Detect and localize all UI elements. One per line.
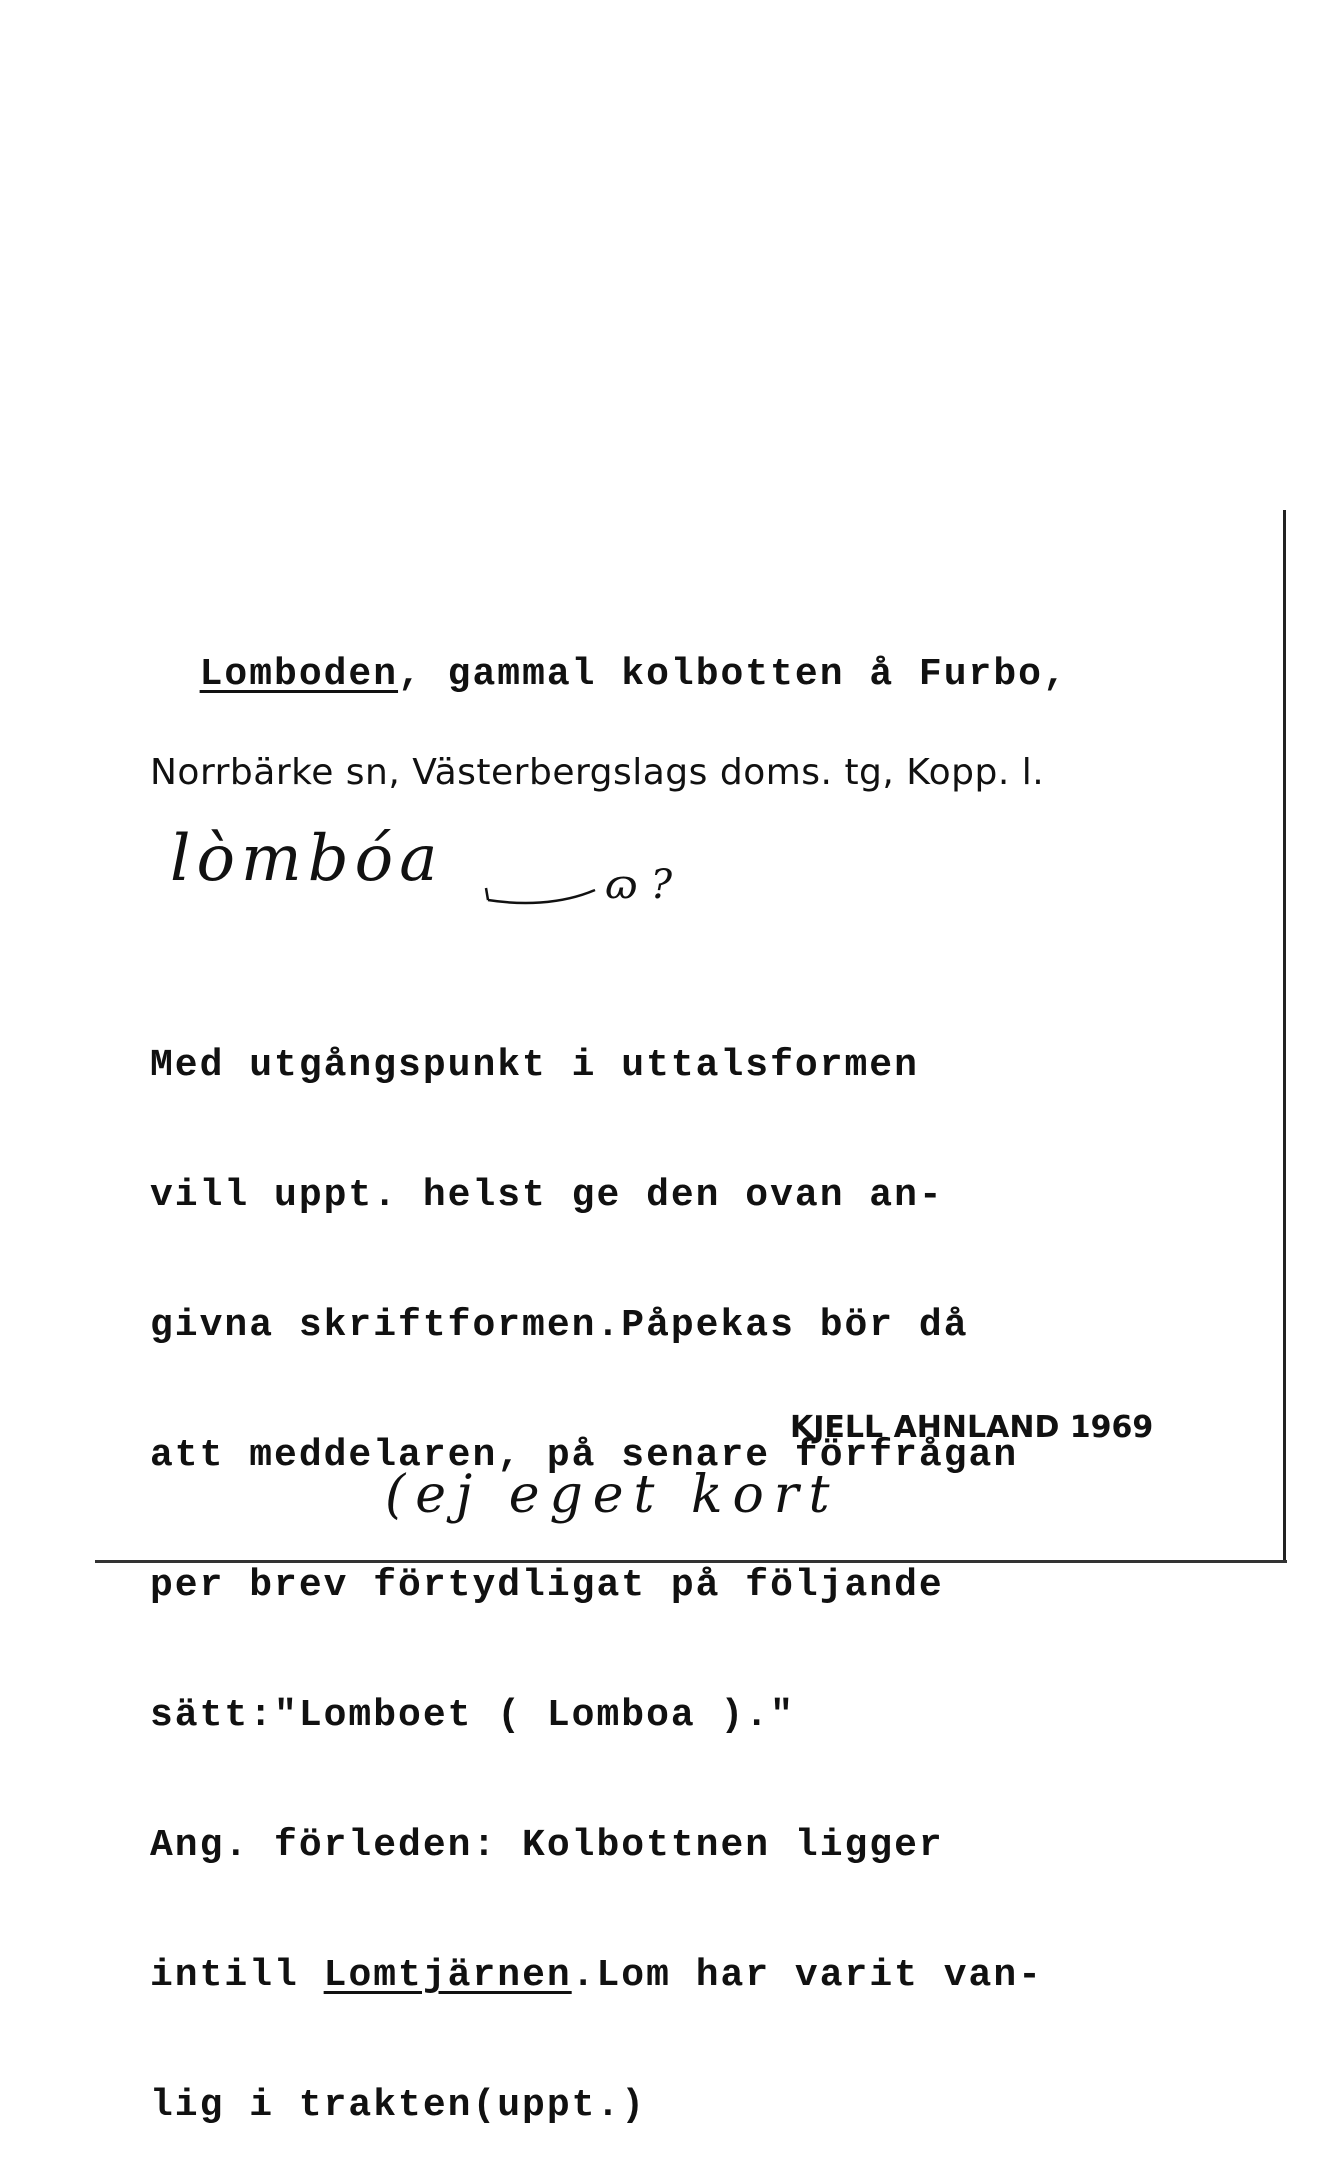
location-line: Norrbärke sn, Västerbergslags doms. tg, Kopp. l. [150, 752, 1045, 793]
body-line: lig i trakten(uppt.) [150, 2084, 647, 2127]
body-line: Ang. förleden: Kolbottnen ligger [150, 1824, 944, 1867]
body-line: givna skriftformen.Påpekas bör då [150, 1304, 969, 1347]
card-title-rest: , gammal kolbotten å Furbo, [398, 653, 1068, 696]
handwritten-note: (ej eget kort [385, 1465, 840, 1525]
signature: KJELL AHNLAND 1969 [790, 1410, 1154, 1445]
body-line-suffix: .Lom har varit van- [571, 1954, 1043, 1997]
card-title-word: Lomboden [199, 653, 399, 696]
body-line: vill uppt. helst ge den ovan an- [150, 1174, 944, 1217]
body-line: per brev förtydligat på följande [150, 1564, 944, 1607]
pronunciation-phonetic: lòmbóa [170, 822, 444, 896]
body-line: att meddelaren, på senare förfrågan [150, 1434, 1019, 1477]
body-line [150, 1954, 1043, 1998]
card-border-right [1283, 510, 1286, 1560]
card-body [150, 958, 1043, 2171]
card-title-line [150, 610, 1068, 696]
pronunciation-arrow-icon [480, 880, 600, 920]
body-line: sätt:"Lomboet ( Lomboa )." [150, 1694, 795, 1737]
body-line: Med utgångspunkt i uttalsformen [150, 1044, 919, 1087]
pronunciation-alternative: ɷ ? [605, 862, 673, 908]
body-line-underlined: Lomtjärnen [323, 1954, 572, 1997]
body-line-prefix: intill [150, 1954, 324, 1997]
